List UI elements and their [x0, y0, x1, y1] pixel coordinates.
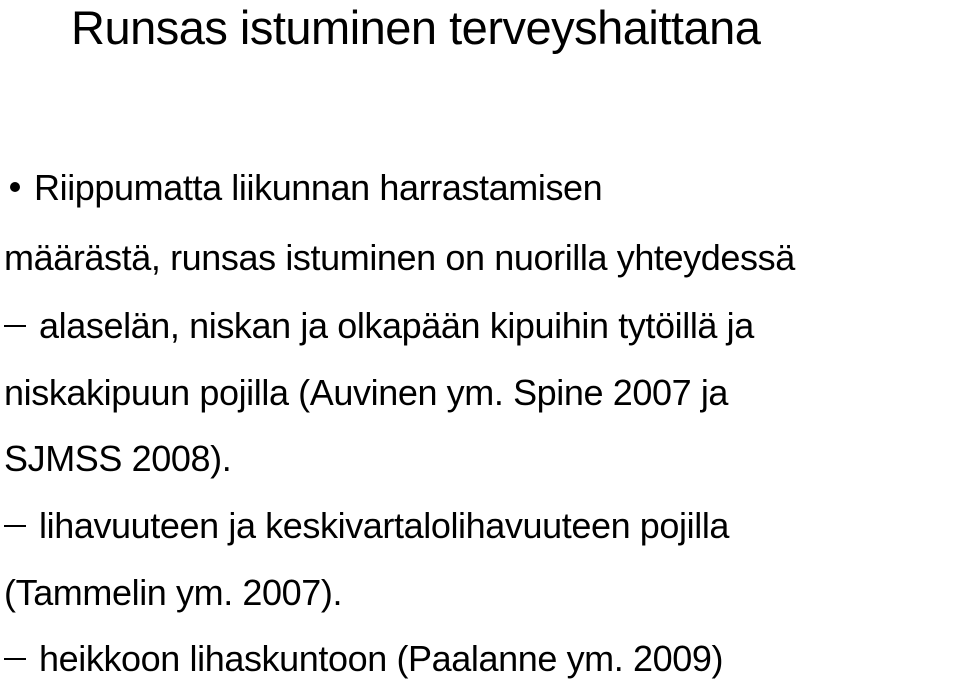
- line-text: määrästä, runsas istuminen on nuorilla yhteydessä: [4, 237, 795, 278]
- line-text: niskakipuun pojilla (Auvinen ym. Spine 2007 ja: [4, 372, 729, 413]
- line-4: [4, 371, 728, 415]
- line-5: [4, 437, 231, 481]
- line-text: SJMSS 2008).: [4, 438, 232, 479]
- dash-icon: [4, 325, 26, 327]
- dash-icon: [4, 525, 26, 527]
- line-2: [4, 236, 795, 280]
- line-text: (Tammelin ym. 2007).: [4, 572, 343, 613]
- line-text: heikkoon lihaskuntoon (Paalanne ym. 2009): [39, 638, 724, 679]
- dash-line-6: [4, 504, 729, 548]
- dash-line-3: [4, 304, 754, 348]
- bullet-line-1: [4, 166, 602, 210]
- line-text: alaselän, niskan ja olkapään kipuihin tytöillä ja: [39, 305, 754, 346]
- dash-icon: [4, 658, 26, 660]
- slide-title: Runsas istuminen terveyshaittana: [71, 1, 761, 54]
- line-text: Riippumatta liikunnan harrastamisen: [34, 167, 603, 208]
- bullet-icon: [10, 182, 20, 192]
- line-text: lihavuuteen ja keskivartalolihavuuteen pojilla: [39, 505, 730, 546]
- dash-line-8: [4, 637, 723, 681]
- line-7: [4, 571, 342, 615]
